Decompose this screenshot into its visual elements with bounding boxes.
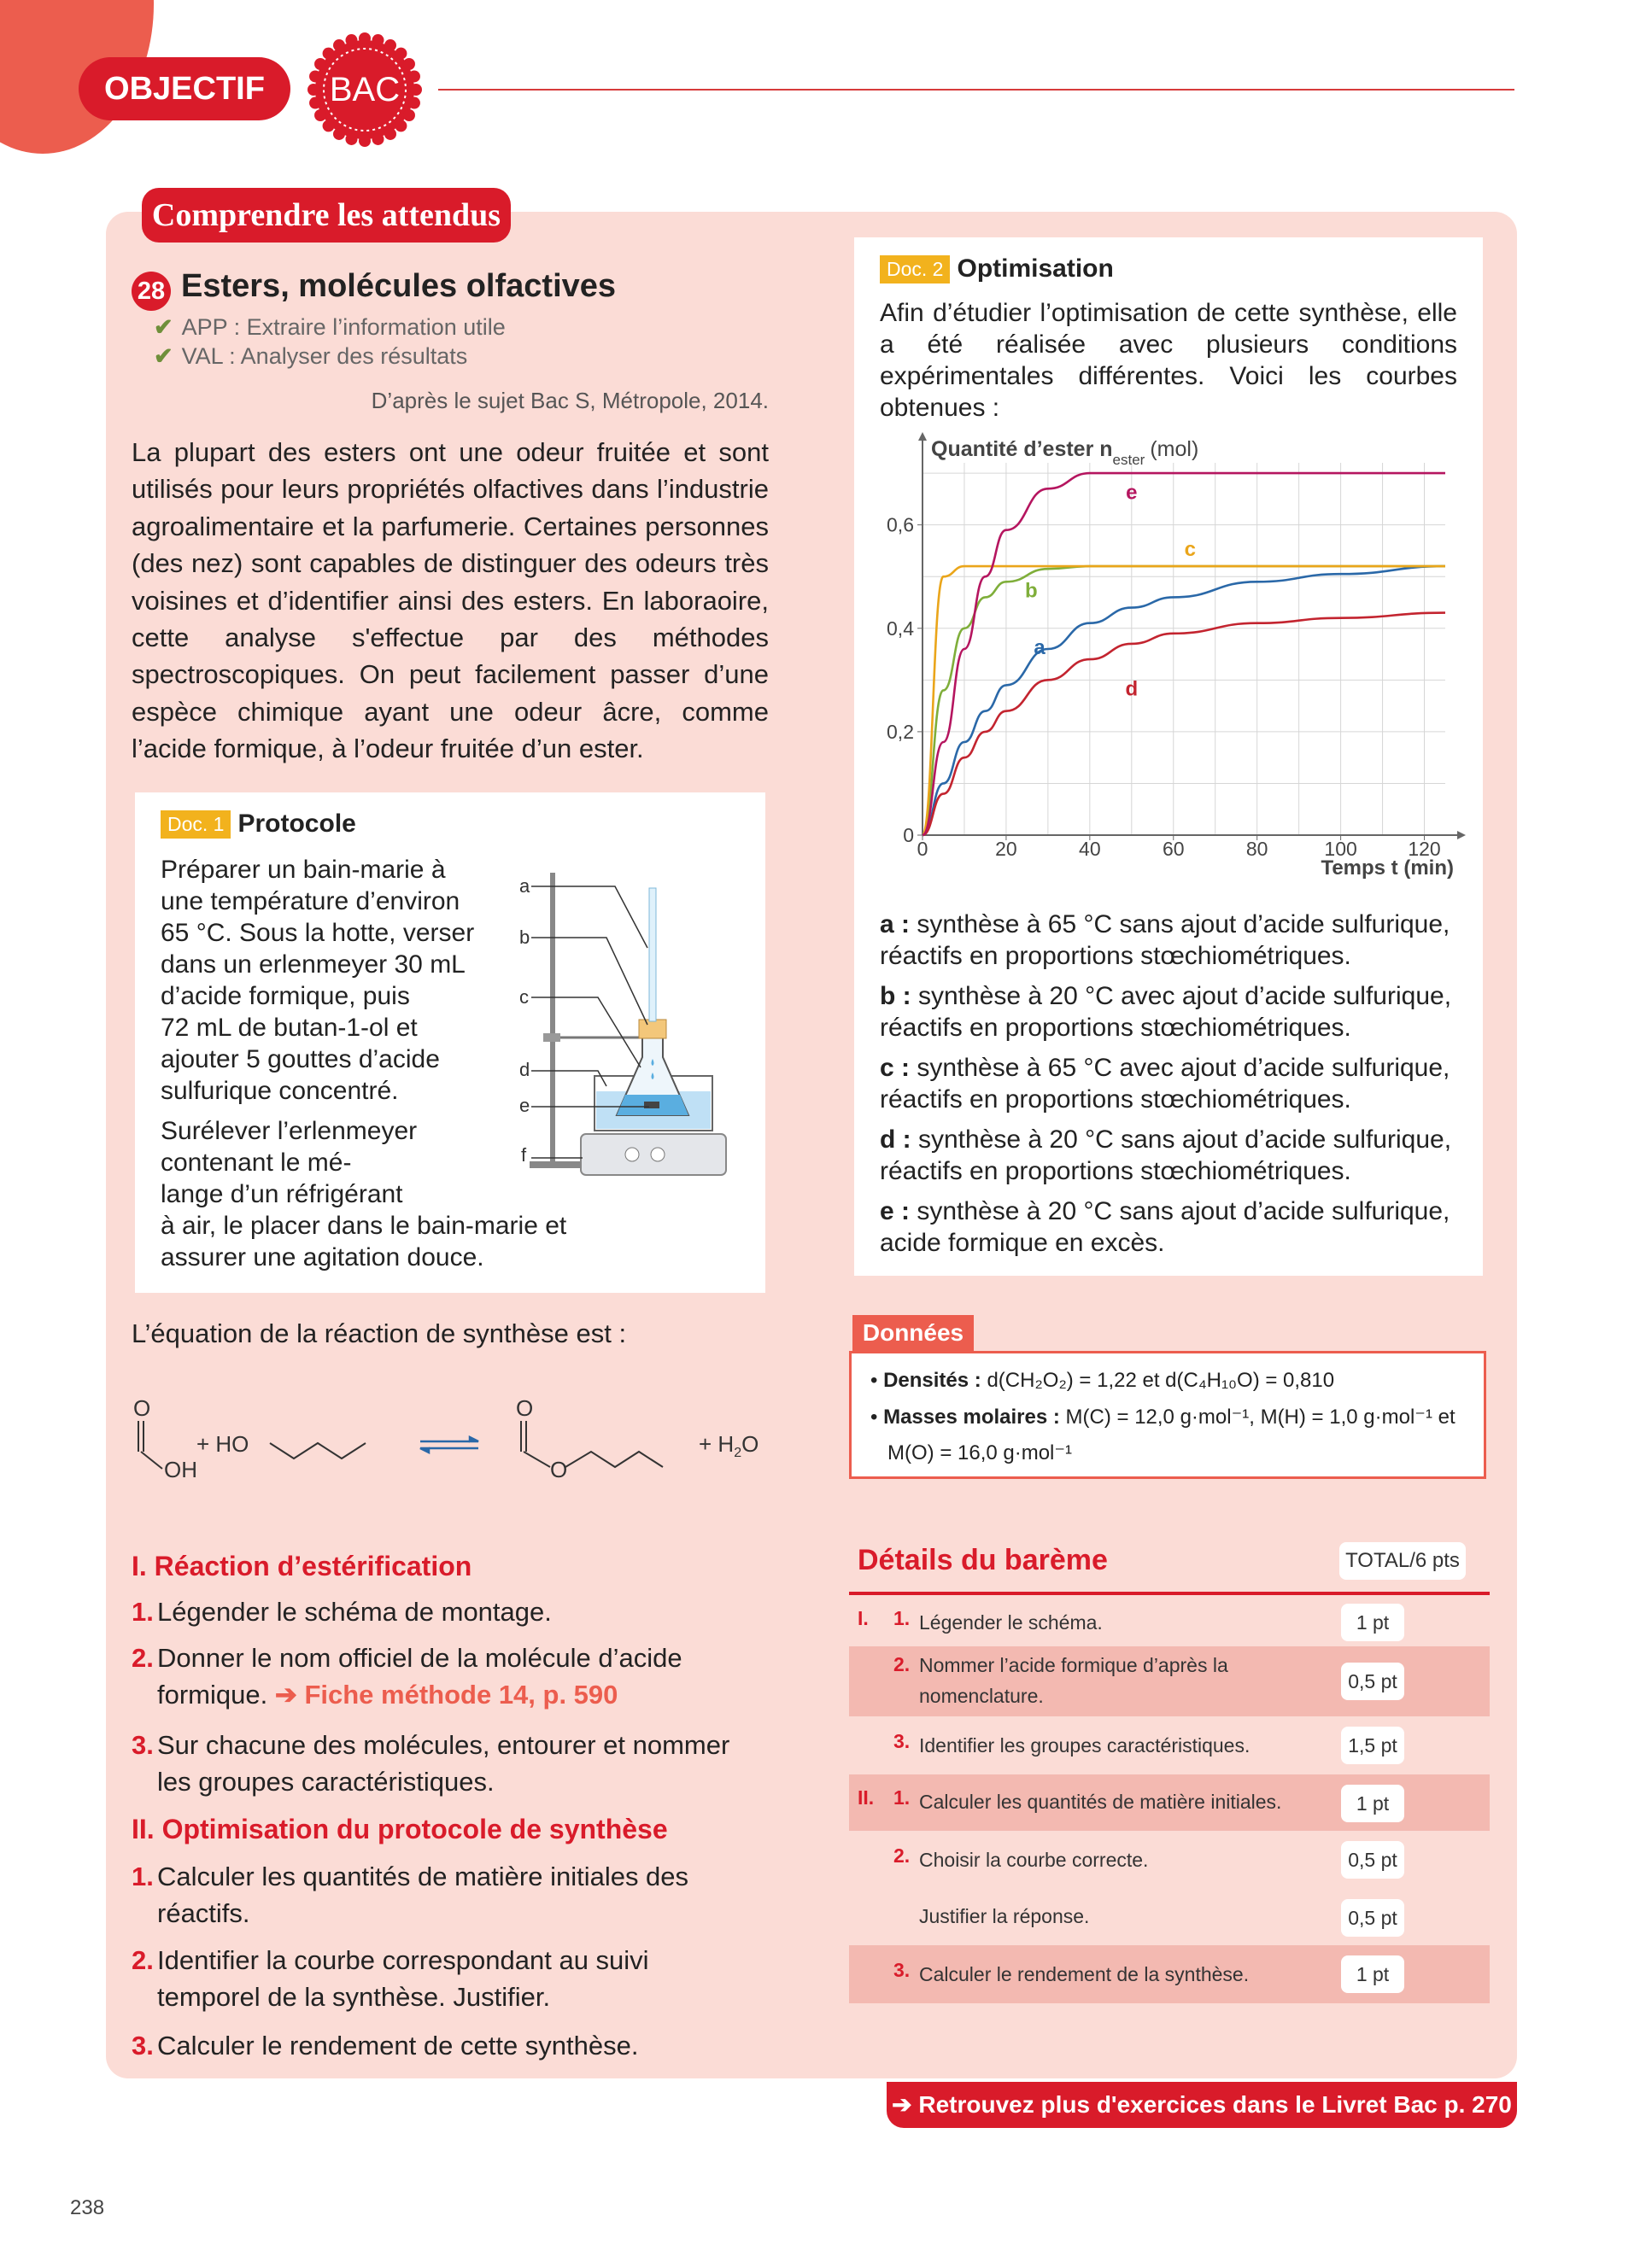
seal-tooth [314, 58, 326, 70]
knob-icon [625, 1148, 639, 1161]
intro-paragraph: La plupart des esters ont une odeur fruitée et sont utilisés pour leurs propriétés olfactives dans l’industrie agroalimentaire et la parfumerie. Certaines personnes (des nez) sont capables de distinguer des odeurs très voisines et d’identifier ainsi des esters. En laboraoire, cette analyse s'effectue par des méthodes spectroscopiques. On peut facilement passer d’une espèce chimique ayant une odeur âcre, comme l’acide formique, à l’odeur fruitée d’un ester. [132, 437, 769, 764]
bareme-row: 2. Choisir la courbe correcte. 0,5 pt [849, 1831, 1490, 1889]
label-b: b [519, 926, 530, 948]
chart-grid [922, 463, 1445, 835]
x-tick-label: 60 [1162, 838, 1185, 860]
chart-axes [918, 432, 1466, 839]
fiche-methode-link[interactable]: ➔ Fiche méthode 14, p. 590 [274, 1680, 618, 1710]
question-1-3: 3. Sur chacune des molécules, entourer et nommer les groupes caractéristiques. [132, 1730, 730, 1797]
seal-tooth [323, 120, 335, 132]
water: + $H_2O$ [699, 1431, 759, 1460]
cork [639, 1020, 666, 1038]
x-tick-label: 40 [1079, 838, 1101, 860]
skill-item: ✔ APP : Extraire l’information utile [154, 314, 506, 340]
bac-text: BAC [329, 71, 401, 108]
question-2-2: 2. Identifier la courbe correspondant au suivi temporel de la synthèse. Justifier. [132, 1945, 649, 2012]
bareme-row: 2. Nommer l’acide formique d’après la nomenclature. 0,5 pt [849, 1646, 1490, 1716]
part2-title: II. Optimisation du protocole de synthèse [132, 1814, 668, 1844]
donnees-box: • Densités : d(CH₂O₂) = 1,22 et d(C₄H₁₀O) = 0,810 • Masses molaires : M(C) = 12,0 g·mol⁻¹, M(H) = 1,0 g·mol⁻¹ et M(O) = 16,0 g·mol⁻¹ [849, 1351, 1486, 1479]
ester-o: O [516, 1395, 534, 1421]
seal-tooth [345, 133, 357, 145]
exercise-number: 28 [132, 272, 171, 311]
doc1-header [161, 810, 356, 839]
bareme-title: Détails du barème [858, 1544, 1108, 1576]
check-icon: ✔ [154, 314, 173, 340]
seal-tooth [395, 120, 407, 132]
seal-tooth [309, 70, 321, 82]
apparatus-diagram [512, 862, 735, 1187]
legend-d: d : synthèse à 20 °C sans ajout d’acide sulfurique, réactifs en proportions stœchiométriques. [880, 1125, 1452, 1185]
part1-title: I. Réaction d’estérification [132, 1551, 472, 1581]
stir-bar [644, 1102, 659, 1108]
label-f: f [521, 1144, 527, 1166]
seal-tooth [345, 34, 357, 46]
x-tick-label: 120 [1408, 838, 1441, 860]
label-c: c [519, 986, 529, 1008]
livret-bac-link[interactable]: ➔ Retrouvez plus d'exercices dans le Livret Bac p. 270 [887, 2082, 1517, 2128]
bareme-row: Justifier la réponse. 0,5 pt [849, 1889, 1490, 1945]
seal-tooth [403, 109, 415, 121]
doc2-header [880, 254, 1114, 284]
series-line-a [922, 566, 1445, 835]
page-number: 238 [70, 2196, 105, 2219]
alcohol-ho: + HO [196, 1431, 249, 1457]
check-icon: ✔ [154, 343, 173, 369]
doc2-intro: Afin d’étudier l’optimisation de cette synthèse, elle a été réalisée avec plusieurs conditions expérimentales différentes. Voici les courbes obtenues : [880, 299, 1457, 422]
clamp [543, 1033, 560, 1042]
y-axis-label: Quantité d’ester $n_{ester}$ (mol) [931, 437, 1199, 468]
y-tick-label: 0,2 [887, 720, 914, 743]
equation-label: L’équation de la réaction de synthèse est : [132, 1318, 627, 1348]
seal-tooth [408, 97, 420, 109]
bareme-rule [849, 1592, 1490, 1595]
doc2-tag: Doc. 2 [880, 255, 950, 284]
series-line-b [922, 566, 1445, 835]
air-condenser [649, 888, 656, 1021]
legend-b: b : synthèse à 20 °C avec ajout d’acide sulfurique, réactifs en proportions stœchiométriques. [880, 982, 1452, 1042]
legend-c: c : synthèse à 65 °C avec ajout d’acide sulfurique, réactifs en proportions stœchiométriques. [880, 1054, 1450, 1114]
acid-oh: OH [164, 1457, 197, 1482]
stand-rod [550, 873, 555, 1163]
x-axis-arrow [1457, 831, 1466, 839]
label-e: e [519, 1095, 530, 1116]
skill-item: ✔ VAL : Analyser des résultats [154, 343, 468, 369]
seal-tooth [403, 58, 415, 70]
curve-label-d: d [1125, 677, 1139, 701]
y-tick-label: 0,4 [887, 617, 914, 640]
bareme-row: 3. Calculer le rendement de la synthèse. 1 pt [849, 1945, 1490, 2003]
ester-o-link: O [550, 1457, 568, 1482]
seal-tooth [372, 133, 384, 145]
exercise-title: Esters, molécules olfactives [181, 268, 617, 304]
x-tick-label: 20 [995, 838, 1017, 860]
protocol-text: Préparer un bain-marie à une température d’environ 65 °C. Sous la hotte, verser dans un erlenmeyer 30 mL d’acide formique, puis 72 mL de butan-1-ol et ajouter 5 gouttes d’acide sulfurique concentré. Surélever l’erlenmeyer contenant le mé- lange d’un réfrigérant à air, le placer dans le bain-marie et assurer une agitation douce. [161, 856, 567, 1271]
x-axis-label: Temps t (min) [1321, 856, 1454, 880]
question-1-1: 1. Légender le schéma de montage. [132, 1597, 552, 1627]
bareme-row: 3. Identifier les groupes caractéristiques. 1,5 pt [849, 1716, 1490, 1774]
bareme-row: I. 1. Légender le schéma. 1 pt [849, 1599, 1490, 1646]
curve-label-e: e [1126, 481, 1138, 505]
seal-tooth [384, 39, 396, 51]
seal-tooth [408, 70, 420, 82]
seal-tooth [314, 109, 326, 121]
seal-tooth [410, 84, 422, 96]
curve-label-a: a [1034, 636, 1046, 660]
seal-tooth [333, 39, 345, 51]
y-tick-label: 0,6 [887, 513, 914, 536]
acid-o: O [133, 1395, 151, 1421]
series-line-c [922, 566, 1445, 835]
label-d: d [519, 1059, 530, 1080]
y-tick-label: 0 [903, 824, 914, 846]
question-2-3: 3. Calculer le rendement de cette synthèse. [132, 2031, 639, 2060]
source-reference: D’après le sujet Bac S, Métropole, 2014. [371, 388, 769, 413]
header-rule [438, 89, 1514, 91]
donnees-tab: Données [852, 1315, 974, 1351]
equilibrium-arrows [420, 1437, 478, 1453]
section-tab: Comprendre les attendus [142, 188, 511, 243]
bareme-row: II. 1. Calculer les quantités de matière initiales. 1 pt [849, 1774, 1490, 1831]
legend-a: a : synthèse à 65 °C sans ajout d’acide sulfurique, réactifs en proportions stœchiométriques. [880, 910, 1450, 970]
doc1-tag: Doc. 1 [161, 810, 231, 839]
curve-label-c: c [1184, 538, 1197, 561]
curve-labels [1025, 481, 1196, 700]
series-line-d [922, 613, 1445, 835]
objectif-badge: OBJECTIF [79, 57, 290, 120]
series-line-e [922, 473, 1445, 835]
seal-tooth [323, 48, 335, 60]
seal-tooth [309, 97, 321, 109]
seal-tooth [384, 128, 396, 140]
question-2-1: 1. Calculer les quantités de matière initiales des réactifs. [132, 1862, 689, 1928]
seal-tooth [333, 128, 345, 140]
doc1-title: Protocole [237, 810, 356, 838]
x-tick-label: 0 [917, 838, 928, 860]
seal-tooth [395, 48, 407, 60]
stand-base [530, 1161, 581, 1168]
bac-seal-icon [308, 32, 422, 147]
curve-label-b: b [1024, 579, 1038, 603]
y-axis-arrow [918, 432, 927, 441]
x-tick-label: 100 [1324, 838, 1357, 860]
legend-e: e : synthèse à 20 °C sans ajout d’acide sulfurique, acide formique en excès. [880, 1197, 1450, 1257]
seal-tooth [372, 34, 384, 46]
question-1-2: 2. Donner le nom officiel de la molécule d’acide formique. ➔ Fiche méthode 14, p. 590 [132, 1643, 682, 1710]
seal-tooth [359, 135, 371, 147]
reaction-equation [128, 1392, 777, 1494]
knob-icon [651, 1148, 665, 1161]
bareme-total: TOTAL/6 pts [1339, 1542, 1466, 1580]
chart-series [922, 473, 1445, 835]
doc2-title: Optimisation [957, 254, 1114, 283]
seal-tooth [359, 32, 371, 44]
label-a: a [519, 875, 530, 897]
seal-tooth [308, 84, 319, 96]
ester-chart [864, 429, 1473, 890]
x-tick-label: 80 [1245, 838, 1268, 860]
